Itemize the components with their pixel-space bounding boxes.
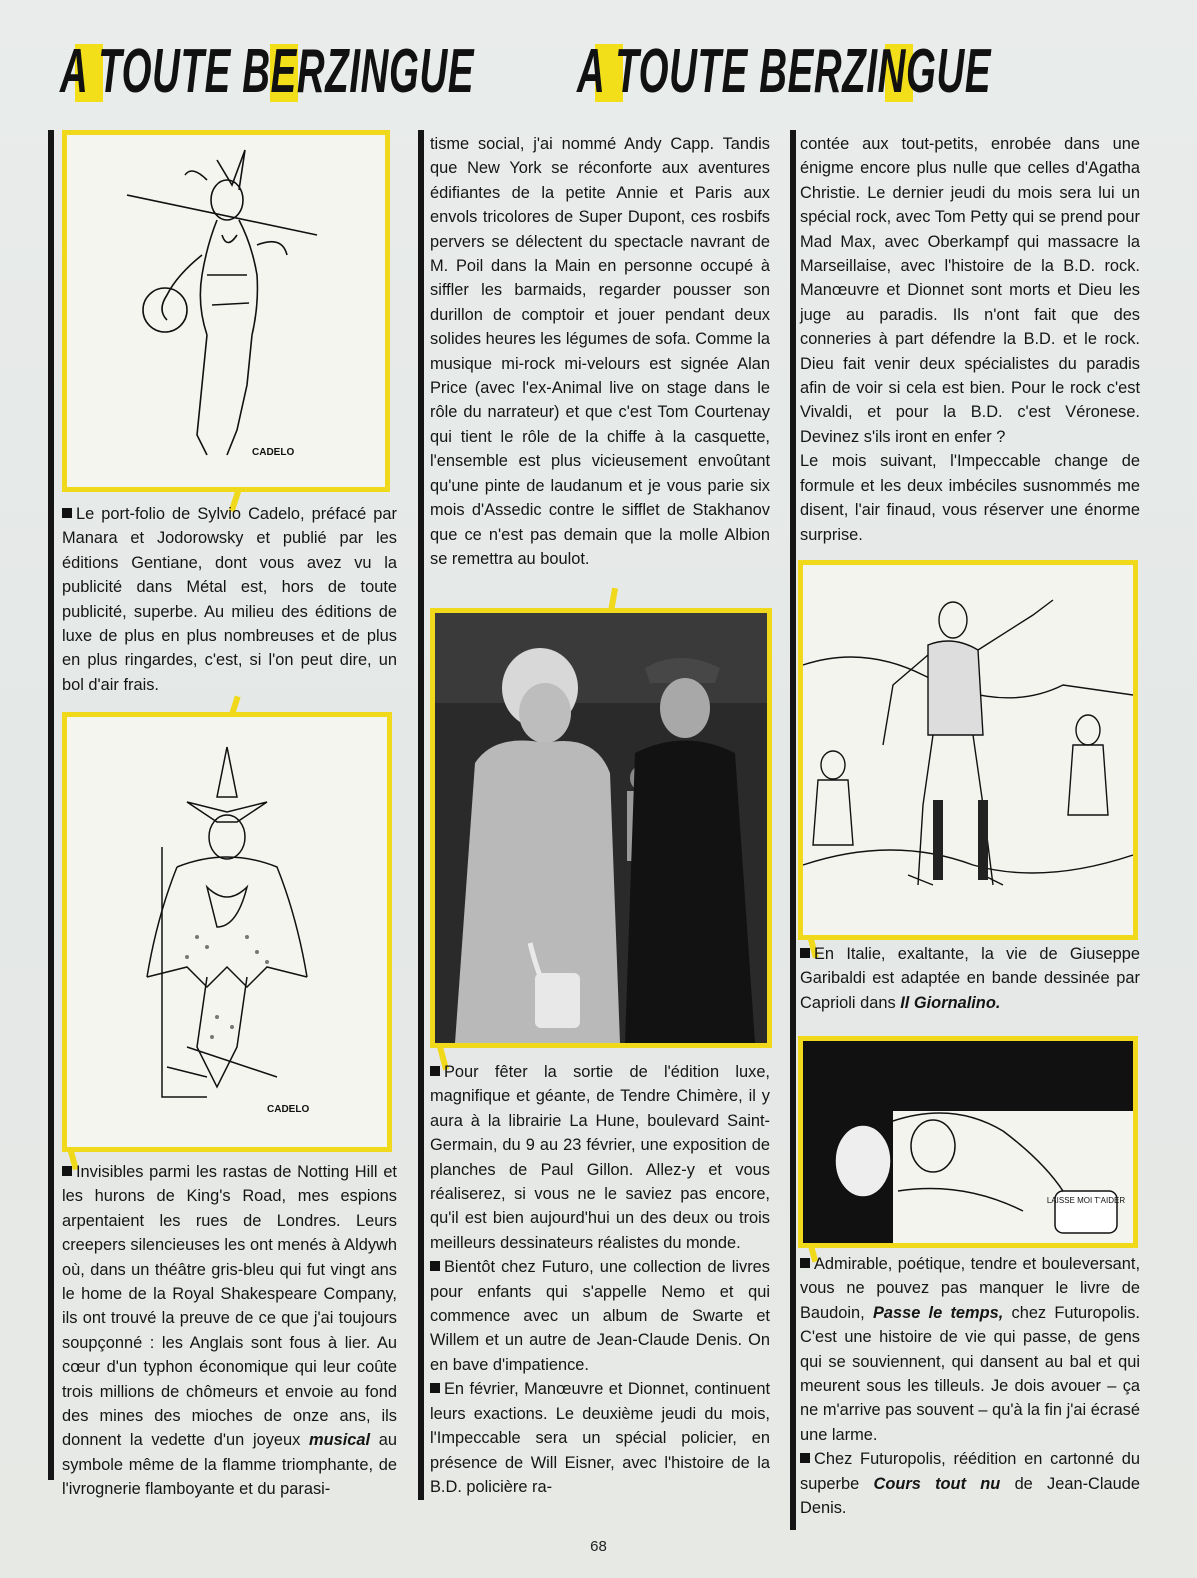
caption-1-text: Le port-folio de Sylvio Cadelo, préfacé par Manara et Jodorowsky et publié par les éditions Gentiane, dont vous avez vu la publicité dans Métal est, hors de toute publicité, superbe. Au milieu des éditions de luxe de plus en plus nombreuses et de plus en plus ringardes, c'est, si l'on peut dire, un bol d'air frais. [62, 505, 397, 694]
impeccable-next-month: Le mois suivant, l'Impeccable change de formule et les deux imbéciles susnommés me disent, l'air finaud, vous réserver une énorme surprise. [800, 452, 1140, 544]
cours-tout-nu-text-a: Chez Futuropolis, réédition en cartonné du superbe [800, 1450, 1140, 1493]
andy-capp-continuation: tisme social, j'ai nommé Andy Capp. Tandis que New York se réconforte aux aventures édifiantes de la petite Annie et Paris aux envols tricolores de Super Dupont, ces rosbifs pervers se délectent du spectacle navrant de M. Poil dans la Main en personne occupé à siffler les barmaids, regarder pousser son durillon de comptoir et jouer pendant deux solides heures les légumes de sofa. Comme la musique mi-rock mi-velours est signée Alan Price (avec l'ex-Animal live on stage dans le rôle du narrateur) et que c'est Tom Courtenay qui tient le rôle de la chiffe à la casquette, l'ensemble est plus vicieusement envoûtant qu'une pinte de laudanum et je vous parie six mois d'Assedic contre le sifflet de Stakhanov que ce n'est pas demain que la molle Albion se remettra au boulot. [430, 135, 770, 568]
tendre-chimere-text: Pour fêter la sortie de l'édition luxe, magnifique et géante, de Tendre Chimère, il y aura à la librairie La Hune, boulevard Saint-Germain, du 9 au 23 février, une exposition de planches de Paul Gillon. Allez-y et vous réaliserez, si vous ne le saviez pas encore, qu'il est bien aujourd'hui un des deux ou trois meilleurs dessinateurs réalistes du monde. [430, 1063, 770, 1252]
andy-capp-emphasis: musical [309, 1431, 371, 1450]
andy-capp-text-b: au symbole même de la flamme triomphante, de l'ivrognerie flamboyante et du parasi- [62, 1431, 397, 1499]
illustration-frame-1 [62, 130, 390, 492]
bullet-marker [430, 1383, 440, 1393]
illustration-frame-2 [62, 712, 392, 1152]
andy-capp-text-a: Invisibles parmi les rastas de Notting Hill et les hurons de King's Road, mes espions arpentaient les rues de Londres. Leurs creepers silencieuses les ont menés à Aldywh où, dans un théâtre gris-bleu qui fut vingt ans le home de la Royal Shakespeare Company, ils ont trouvé la preuve de ce que j'ai toujours soupçonné : les Anglais sont fous à lier. Au cœur d'un typhon économique qui leur coûte trois millions de chômeurs et envoie au fond des mines des mioches de onze ans, ils donnent la vedette d'un joyeux [62, 1163, 397, 1450]
column-rule [418, 130, 424, 1500]
news-items-col3 [800, 1252, 1140, 1520]
bullet-marker [430, 1066, 440, 1076]
baudoin-comic-frame [798, 1036, 1138, 1248]
garibaldi-comic-panel [803, 565, 1133, 935]
title-highlight [75, 44, 103, 102]
bullet-marker [800, 948, 810, 958]
caption-cadelo-portfolio [62, 502, 397, 697]
bullet-marker [62, 508, 72, 518]
cours-tout-nu-text-b: de Jean-Claude Denis. [800, 1474, 1140, 1518]
passe-le-temps-emphasis: Passe le temps, [872, 1303, 1004, 1322]
speech-balloon: LAISSE MOI T'AIDER [1046, 1196, 1126, 1205]
bullet-marker [430, 1261, 440, 1271]
title-highlight [270, 44, 298, 102]
title-text-left: A TOUTE BERZINGUE [60, 37, 475, 106]
page-number: 68 [590, 1538, 607, 1555]
bullet-marker [800, 1453, 810, 1463]
garibaldi-text: En Italie, exaltante, la vie de Giuseppe Garibaldi est adaptée en bande dessinée par Caprioli dans [800, 945, 1140, 1012]
cadelo-horned-warrior-illustration [67, 135, 385, 487]
signature-1: CADELO [252, 447, 295, 458]
column-rule [790, 130, 796, 1530]
cadelo-spiked-creature-illustration [67, 717, 387, 1147]
signature-2: CADELO [267, 1104, 310, 1115]
baudoin-text-a: Admirable, poétique, tendre et bouleversant, vous ne pouvez pas manquer le livre de Baudoin, [800, 1255, 1140, 1322]
article-andy-capp-part2 [430, 132, 770, 571]
bullet-marker [800, 1258, 810, 1268]
title-text-right: A TOUTE BERZINGUE [577, 37, 992, 106]
futuro-nemo-text: Bientôt chez Futuro, une collection de livres pour enfants qui s'appelle Nemo et qui commence avec un album de Swarte et Willem et un autre de Jean-Claude Denis. On en bave d'impatience. [430, 1258, 770, 1374]
impeccable-continuation: contée aux tout-petits, enrobée dans une énigme encore plus nulle que celles d'Agatha Christie. Le dernier jeudi du mois sera lui un spécial rock, avec Tom Petty qui se prend pour Mad Max, avec Oberkampf qui massacre la Marseillaise, avec l'histoire de la B.D. rock. Manœuvre et Dionnet sont morts et Dieu les juge au paradis. Ils n'ont fait que des conneries à part défendre la B.D. et le rock. Dieu fait venir deux spécialistes du paradis afin de voir si cela est bien. Pour le rock c'est Vivaldi, et pour la B.D. c'est Véronese. Devinez s'ils iront en enfer ? [800, 135, 1140, 446]
column-rule [48, 130, 54, 1480]
photo-frame-andy-capp [430, 608, 772, 1048]
garibaldi-comic-frame [798, 560, 1138, 940]
il-giornalino-emphasis: Il Giornalino. [900, 993, 1001, 1012]
baudoin-comic-panel [803, 1041, 1133, 1243]
impeccable-text: En février, Manœuvre et Dionnet, continuent leurs exactions. Le deuxième jeudi du mois, l'Impeccable sera un spécial policier, en présence de Will Eisner, avec l'histoire de la B.D. policière ra- [430, 1380, 770, 1496]
cours-tout-nu-emphasis: Cours tout nu [873, 1474, 1001, 1493]
garibaldi-caption [800, 942, 1140, 1015]
baudoin-text-b: chez Futuropolis. C'est une histoire de vie qui passe, de gens qui se souviennent, qui dansent au bal et qui meurent sous les tilleuls. Je dois avouer – ça ne m'arrive pas souvent – qu'à la fin j'ai écrasé une larme. [800, 1303, 1140, 1444]
article-andy-capp-part1 [62, 1160, 397, 1502]
article-impeccable-continued [800, 132, 1140, 547]
andy-capp-stage-photo [435, 613, 767, 1043]
bullet-marker [62, 1166, 72, 1176]
title-highlight [885, 44, 913, 102]
title-highlight [595, 44, 623, 102]
news-items-col2 [430, 1060, 770, 1499]
